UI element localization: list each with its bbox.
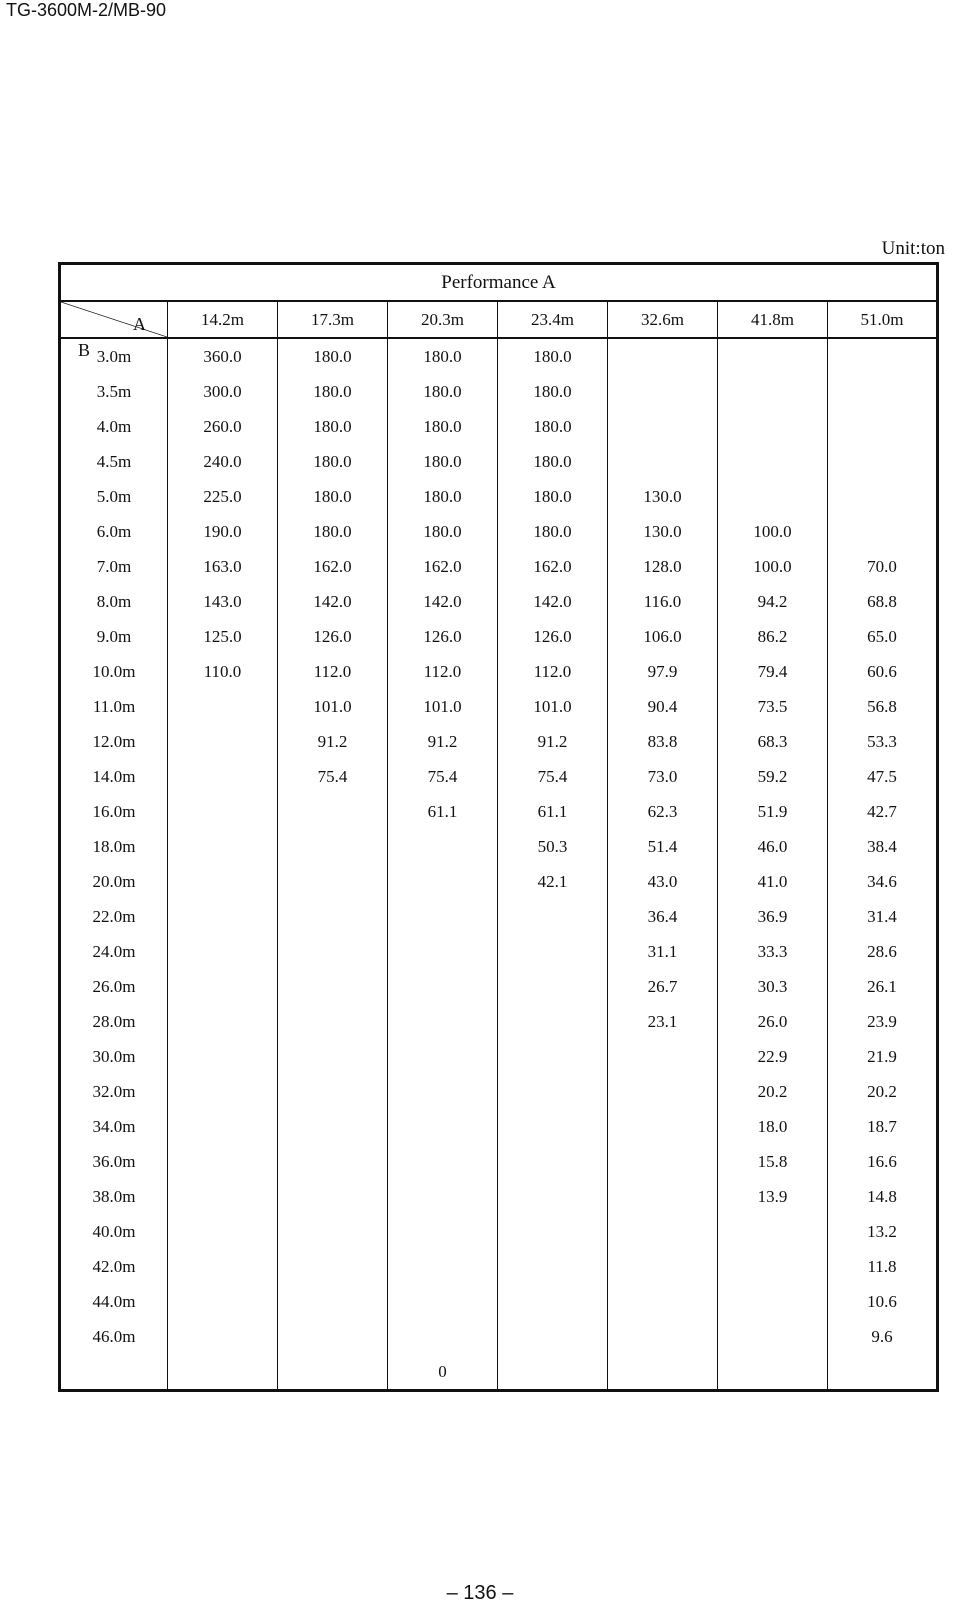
radius-cell: 4.5m: [96, 451, 132, 471]
table-row: [60, 1319, 938, 1354]
value-cell: 20.2: [828, 1074, 938, 1109]
value-cell: [168, 759, 278, 794]
value-cell: 18.7: [828, 1109, 938, 1144]
table-row: [60, 444, 938, 479]
value-cell: 43.0: [608, 864, 718, 899]
value-cell: 180.0: [278, 514, 388, 549]
value-cell: 33.3: [718, 934, 828, 969]
value-cell: 180.0: [388, 479, 498, 514]
value-cell: [498, 1214, 608, 1249]
table-row: [60, 794, 938, 829]
value-cell: 162.0: [278, 549, 388, 584]
table-row: [60, 1249, 938, 1284]
value-cell: [278, 1319, 388, 1354]
value-cell: 65.0: [828, 619, 938, 654]
value-cell: [388, 899, 498, 934]
value-cell: 11.8: [828, 1249, 938, 1284]
value-cell: 73.0: [608, 759, 718, 794]
radius-cell: 26.0m: [92, 976, 136, 996]
value-cell: 21.9: [828, 1039, 938, 1074]
value-cell: 300.0: [168, 374, 278, 409]
value-cell: 180.0: [498, 409, 608, 444]
value-cell: 75.4: [498, 759, 608, 794]
value-cell: [168, 969, 278, 1004]
value-cell: [608, 1144, 718, 1179]
table-row: [60, 1284, 938, 1319]
value-cell: 142.0: [278, 584, 388, 619]
value-cell: [718, 409, 828, 444]
value-cell: [388, 829, 498, 864]
value-cell: 180.0: [498, 479, 608, 514]
radius-cell: 44.0m: [92, 1291, 136, 1311]
value-cell: 86.2: [718, 619, 828, 654]
value-cell: [278, 899, 388, 934]
footer-cell: [278, 1354, 388, 1391]
table-row: [60, 654, 938, 689]
value-cell: 30.3: [718, 969, 828, 1004]
value-cell: 112.0: [278, 654, 388, 689]
table-row: [60, 829, 938, 864]
value-cell: [388, 864, 498, 899]
radius-cell: 5.0m: [96, 486, 132, 506]
value-cell: 180.0: [388, 409, 498, 444]
value-cell: 101.0: [388, 689, 498, 724]
radius-cell: 34.0m: [92, 1116, 136, 1136]
radius-cell: 7.0m: [96, 556, 132, 576]
value-cell: 38.4: [828, 829, 938, 864]
column-header: 32.6m: [608, 301, 718, 338]
value-cell: 56.8: [828, 689, 938, 724]
value-cell: 190.0: [168, 514, 278, 549]
value-cell: 180.0: [498, 338, 608, 374]
value-cell: 142.0: [498, 584, 608, 619]
value-cell: 51.9: [718, 794, 828, 829]
radius-cell: 20.0m: [92, 871, 136, 891]
value-cell: [608, 1319, 718, 1354]
value-cell: 180.0: [278, 374, 388, 409]
footer-cell: [60, 1354, 168, 1391]
value-cell: 53.3: [828, 724, 938, 759]
footer-cell: [608, 1354, 718, 1391]
value-cell: [168, 1214, 278, 1249]
page-number: – 136 –: [446, 1582, 514, 1604]
value-cell: 91.2: [278, 724, 388, 759]
radius-cell: 32.0m: [92, 1081, 136, 1101]
radius-cell: 22.0m: [92, 906, 136, 926]
value-cell: [608, 1179, 718, 1214]
radius-cell: 4.0m: [96, 416, 132, 436]
radius-cell: 30.0m: [92, 1046, 136, 1066]
radius-cell: 16.0m: [92, 801, 136, 821]
value-cell: [608, 1214, 718, 1249]
value-cell: 100.0: [718, 514, 828, 549]
radius-cell: 14.0m: [92, 766, 136, 786]
value-cell: [718, 1249, 828, 1284]
radius-cell: 36.0m: [92, 1151, 136, 1171]
value-cell: [278, 1144, 388, 1179]
value-cell: 162.0: [388, 549, 498, 584]
table-row: [60, 724, 938, 759]
value-cell: 73.5: [718, 689, 828, 724]
column-header: 51.0m: [828, 301, 938, 338]
value-cell: [168, 1319, 278, 1354]
value-cell: [388, 1319, 498, 1354]
value-cell: [608, 338, 718, 374]
value-cell: 42.1: [498, 864, 608, 899]
value-cell: 162.0: [498, 549, 608, 584]
table-row: [60, 409, 938, 444]
value-cell: 130.0: [608, 479, 718, 514]
value-cell: 260.0: [168, 409, 278, 444]
column-header: 23.4m: [498, 301, 608, 338]
footer-value-cell: 0: [388, 1354, 498, 1391]
table-row: [60, 1039, 938, 1074]
value-cell: [278, 1074, 388, 1109]
value-cell: 225.0: [168, 479, 278, 514]
table-row: [60, 549, 938, 584]
value-cell: 180.0: [498, 374, 608, 409]
value-cell: 36.9: [718, 899, 828, 934]
value-cell: 180.0: [388, 514, 498, 549]
table-row: [60, 514, 938, 549]
radius-cell: 12.0m: [92, 731, 136, 751]
value-cell: 68.8: [828, 584, 938, 619]
radius-cell: 40.0m: [92, 1221, 136, 1241]
radius-cell: 3.0m: [96, 346, 132, 366]
value-cell: [718, 374, 828, 409]
table-row: [60, 969, 938, 1004]
value-cell: [388, 1179, 498, 1214]
value-cell: 13.2: [828, 1214, 938, 1249]
value-cell: [828, 338, 938, 374]
value-cell: 18.0: [718, 1109, 828, 1144]
value-cell: [278, 969, 388, 1004]
radius-cell: 42.0m: [92, 1256, 136, 1276]
table-row: [60, 479, 938, 514]
value-cell: 16.6: [828, 1144, 938, 1179]
value-cell: [168, 724, 278, 759]
value-cell: 240.0: [168, 444, 278, 479]
footer-row: [60, 1354, 938, 1391]
value-cell: [278, 1214, 388, 1249]
value-cell: 180.0: [388, 374, 498, 409]
footer-cell: [498, 1354, 608, 1391]
value-cell: [168, 1284, 278, 1319]
radius-cell: 11.0m: [92, 696, 136, 716]
value-cell: 31.1: [608, 934, 718, 969]
value-cell: [498, 934, 608, 969]
value-cell: 9.6: [828, 1319, 938, 1354]
value-cell: 13.9: [718, 1179, 828, 1214]
value-cell: 62.3: [608, 794, 718, 829]
radius-cell: 24.0m: [92, 941, 136, 961]
value-cell: [388, 1039, 498, 1074]
value-cell: 110.0: [168, 654, 278, 689]
radius-cell: 18.0m: [92, 836, 136, 856]
value-cell: [608, 374, 718, 409]
table-title: Performance A: [60, 264, 938, 302]
value-cell: [498, 1284, 608, 1319]
value-cell: [498, 1109, 608, 1144]
unit-label: Unit:ton: [881, 238, 945, 259]
value-cell: 90.4: [608, 689, 718, 724]
value-cell: 70.0: [828, 549, 938, 584]
value-cell: [498, 1004, 608, 1039]
value-cell: [498, 1144, 608, 1179]
table-row: [60, 1179, 938, 1214]
value-cell: 128.0: [608, 549, 718, 584]
value-cell: [608, 1109, 718, 1144]
value-cell: 163.0: [168, 549, 278, 584]
value-cell: 50.3: [498, 829, 608, 864]
footer-cell: [828, 1354, 938, 1391]
column-axis-label: A: [133, 314, 146, 334]
diagonal-divider: [61, 302, 167, 337]
value-cell: [168, 1144, 278, 1179]
value-cell: 116.0: [608, 584, 718, 619]
value-cell: 106.0: [608, 619, 718, 654]
value-cell: 60.6: [828, 654, 938, 689]
value-cell: [168, 1004, 278, 1039]
value-cell: 61.1: [498, 794, 608, 829]
value-cell: [608, 1039, 718, 1074]
value-cell: [168, 1249, 278, 1284]
value-cell: [278, 1284, 388, 1319]
value-cell: [388, 934, 498, 969]
table-row: [60, 1144, 938, 1179]
table-row: [60, 864, 938, 899]
value-cell: [168, 934, 278, 969]
value-cell: [498, 1319, 608, 1354]
value-cell: [388, 1004, 498, 1039]
column-header: 20.3m: [388, 301, 498, 338]
value-cell: [498, 1074, 608, 1109]
value-cell: 26.0: [718, 1004, 828, 1039]
column-header: 14.2m: [168, 301, 278, 338]
value-cell: 143.0: [168, 584, 278, 619]
value-cell: 91.2: [498, 724, 608, 759]
value-cell: 31.4: [828, 899, 938, 934]
table-row: [60, 759, 938, 794]
value-cell: 23.1: [608, 1004, 718, 1039]
value-cell: [498, 1179, 608, 1214]
value-cell: [608, 1284, 718, 1319]
value-cell: [498, 1039, 608, 1074]
table-row: [60, 1214, 938, 1249]
value-cell: 180.0: [278, 444, 388, 479]
table-row: [60, 899, 938, 934]
value-cell: [718, 479, 828, 514]
radius-cell: 28.0m: [92, 1011, 136, 1031]
value-cell: 46.0: [718, 829, 828, 864]
value-cell: [608, 444, 718, 479]
value-cell: [168, 899, 278, 934]
value-cell: 126.0: [498, 619, 608, 654]
value-cell: 100.0: [718, 549, 828, 584]
value-cell: [278, 934, 388, 969]
value-cell: 79.4: [718, 654, 828, 689]
value-cell: 61.1: [388, 794, 498, 829]
value-cell: 97.9: [608, 654, 718, 689]
value-cell: 180.0: [388, 444, 498, 479]
value-cell: 180.0: [278, 479, 388, 514]
value-cell: 180.0: [278, 409, 388, 444]
value-cell: [388, 1214, 498, 1249]
footer-cell: [718, 1354, 828, 1391]
value-cell: 101.0: [498, 689, 608, 724]
value-cell: 22.9: [718, 1039, 828, 1074]
value-cell: [608, 1249, 718, 1284]
value-cell: [168, 1039, 278, 1074]
value-cell: [168, 1109, 278, 1144]
value-cell: 126.0: [278, 619, 388, 654]
value-cell: 142.0: [388, 584, 498, 619]
value-cell: 101.0: [278, 689, 388, 724]
value-cell: 130.0: [608, 514, 718, 549]
radius-cell: 46.0m: [92, 1326, 136, 1346]
column-header: 41.8m: [718, 301, 828, 338]
value-cell: 59.2: [718, 759, 828, 794]
value-cell: 83.8: [608, 724, 718, 759]
value-cell: [388, 1284, 498, 1319]
value-cell: [828, 479, 938, 514]
radius-cell: 10.0m: [92, 661, 136, 681]
value-cell: 112.0: [388, 654, 498, 689]
table-title-row: [60, 264, 938, 302]
table-row: [60, 338, 938, 374]
value-cell: [278, 794, 388, 829]
value-cell: [498, 969, 608, 1004]
value-cell: 75.4: [278, 759, 388, 794]
performance-table: [58, 262, 939, 1392]
value-cell: [388, 969, 498, 1004]
value-cell: [278, 1039, 388, 1074]
value-cell: [278, 1004, 388, 1039]
value-cell: [168, 794, 278, 829]
column-header: 17.3m: [278, 301, 388, 338]
value-cell: 125.0: [168, 619, 278, 654]
radius-cell: 6.0m: [96, 521, 132, 541]
footer-cell: [168, 1354, 278, 1391]
value-cell: 28.6: [828, 934, 938, 969]
value-cell: [278, 864, 388, 899]
value-cell: 360.0: [168, 338, 278, 374]
value-cell: [168, 689, 278, 724]
table-row: [60, 1109, 938, 1144]
value-cell: 180.0: [498, 444, 608, 479]
value-cell: 47.5: [828, 759, 938, 794]
radius-cell: 8.0m: [96, 591, 132, 611]
table-row: [60, 1074, 938, 1109]
value-cell: [168, 1179, 278, 1214]
value-cell: 51.4: [608, 829, 718, 864]
value-cell: [498, 1249, 608, 1284]
value-cell: 180.0: [388, 338, 498, 374]
value-cell: [498, 899, 608, 934]
value-cell: 112.0: [498, 654, 608, 689]
table-row: [60, 374, 938, 409]
document-id: TG-3600M-2/MB-90: [6, 0, 167, 20]
value-cell: 126.0: [388, 619, 498, 654]
radius-cell: 38.0m: [92, 1186, 136, 1206]
value-cell: [608, 409, 718, 444]
value-cell: 10.6: [828, 1284, 938, 1319]
value-cell: [278, 1109, 388, 1144]
table-row: [60, 934, 938, 969]
value-cell: 14.8: [828, 1179, 938, 1214]
row-axis-label: B: [78, 340, 91, 360]
value-cell: 15.8: [718, 1144, 828, 1179]
value-cell: 36.4: [608, 899, 718, 934]
value-cell: 75.4: [388, 759, 498, 794]
value-cell: [388, 1144, 498, 1179]
value-cell: 26.7: [608, 969, 718, 1004]
value-cell: [388, 1109, 498, 1144]
table-row: [60, 1004, 938, 1039]
value-cell: [278, 1179, 388, 1214]
value-cell: [278, 1249, 388, 1284]
value-cell: 180.0: [278, 338, 388, 374]
value-cell: [168, 864, 278, 899]
value-cell: [718, 338, 828, 374]
value-cell: [828, 409, 938, 444]
value-cell: 94.2: [718, 584, 828, 619]
value-cell: 68.3: [718, 724, 828, 759]
value-cell: 180.0: [498, 514, 608, 549]
table-row: [60, 619, 938, 654]
value-cell: 34.6: [828, 864, 938, 899]
table-row: [60, 689, 938, 724]
value-cell: [168, 1074, 278, 1109]
value-cell: [828, 444, 938, 479]
value-cell: [388, 1249, 498, 1284]
value-cell: [828, 514, 938, 549]
value-cell: [168, 829, 278, 864]
value-cell: [718, 1284, 828, 1319]
value-cell: 41.0: [718, 864, 828, 899]
value-cell: 26.1: [828, 969, 938, 1004]
column-header-row: [60, 301, 938, 338]
value-cell: 23.9: [828, 1004, 938, 1039]
value-cell: 20.2: [718, 1074, 828, 1109]
value-cell: [718, 444, 828, 479]
value-cell: [608, 1074, 718, 1109]
value-cell: [718, 1214, 828, 1249]
value-cell: 42.7: [828, 794, 938, 829]
radius-cell: 3.5m: [96, 381, 132, 401]
value-cell: [718, 1319, 828, 1354]
value-cell: [278, 829, 388, 864]
table-row: [60, 584, 938, 619]
value-cell: 91.2: [388, 724, 498, 759]
value-cell: [388, 1074, 498, 1109]
radius-cell: 9.0m: [96, 626, 132, 646]
value-cell: [828, 374, 938, 409]
